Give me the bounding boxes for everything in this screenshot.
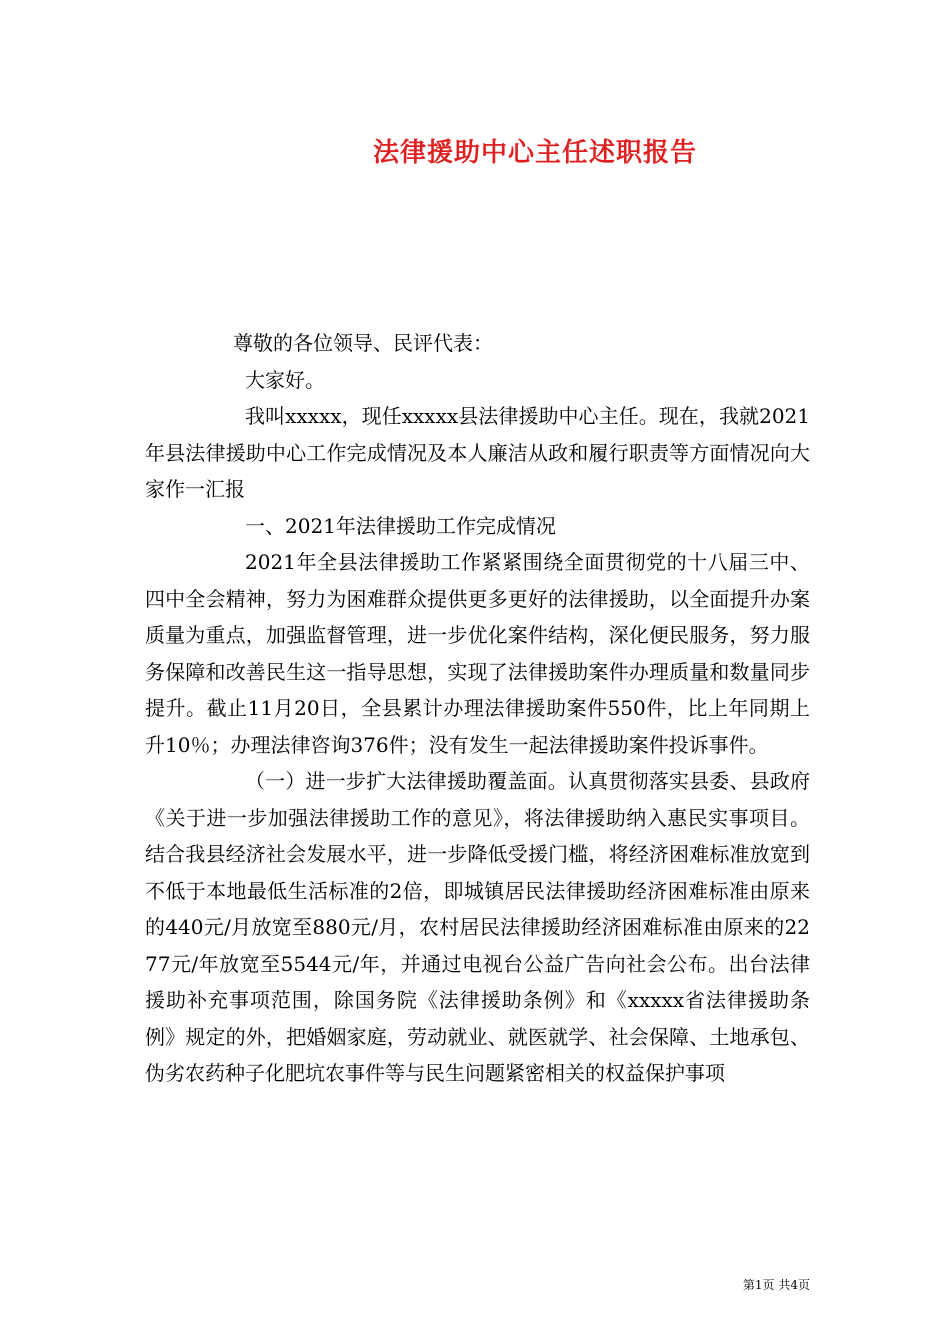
document-body <box>145 325 810 1092</box>
document-title: 法律援助中心主任述职报告 <box>372 138 697 168</box>
greeting: 大家好。 <box>245 367 325 392</box>
section-1-heading: 一、2021年法律援助工作完成情况 <box>245 513 556 538</box>
section-1-paragraph: 2021年全县法律援助工作紧紧围绕全面贯彻党的十八届三中、四中全会精神，努力为困难群众提供更多更好的法律援助，以全面提升办案质量为重点，加强监督管理，进一步优化案件结构，深化便民服务，努力服务保障和改善民生这一指导思想，实现了法律援助案件办理质量和数量同步提升。截止11月20日，全县累计办理法律援助案件550件，比上年同期上升10％；办理法律咨询376件；没有发生一起法律援助案件投诉事件。 <box>145 550 810 757</box>
salutation: 尊敬的各位领导、民评代表： <box>233 331 493 355</box>
intro-paragraph: 我叫xxxxx，现任xxxxx县法律援助中心主任。现在，我就2021年县法律援助中心工作完成情况及本人廉洁从政和履行职责等方面情况向大家作一汇报 <box>145 404 810 501</box>
page-indicator: 第1页 共4页 <box>742 1278 810 1292</box>
subsection-1-paragraph: （一）进一步扩大法律援助覆盖面。认真贯彻落实县委、县政府《关于进一步加强法律援助工作的意见》，将法律援助纳入惠民实事项目。结合我县经济社会发展水平，进一步降低受援门槛，将经济困难标准放宽到不低于本地最低生活标准的2倍，即城镇居民法律援助经济困难标准由原来的440元/月放宽至880元/月，农村居民法律援助经济困难标准由原来的2277元/年放宽至5544元/年，并通过电视台公益广告向社会公布。出台法律援助补充事项范围，除国务院《法律援助条例》和《xxxxx省法律援助条例》规定的外，把婚姻家庭，劳动就业、就医就学、社会保障、土地承包、伪劣农药种子化肥坑农事件等与民生问题紧密相关的权益保护事项 <box>145 769 810 1085</box>
